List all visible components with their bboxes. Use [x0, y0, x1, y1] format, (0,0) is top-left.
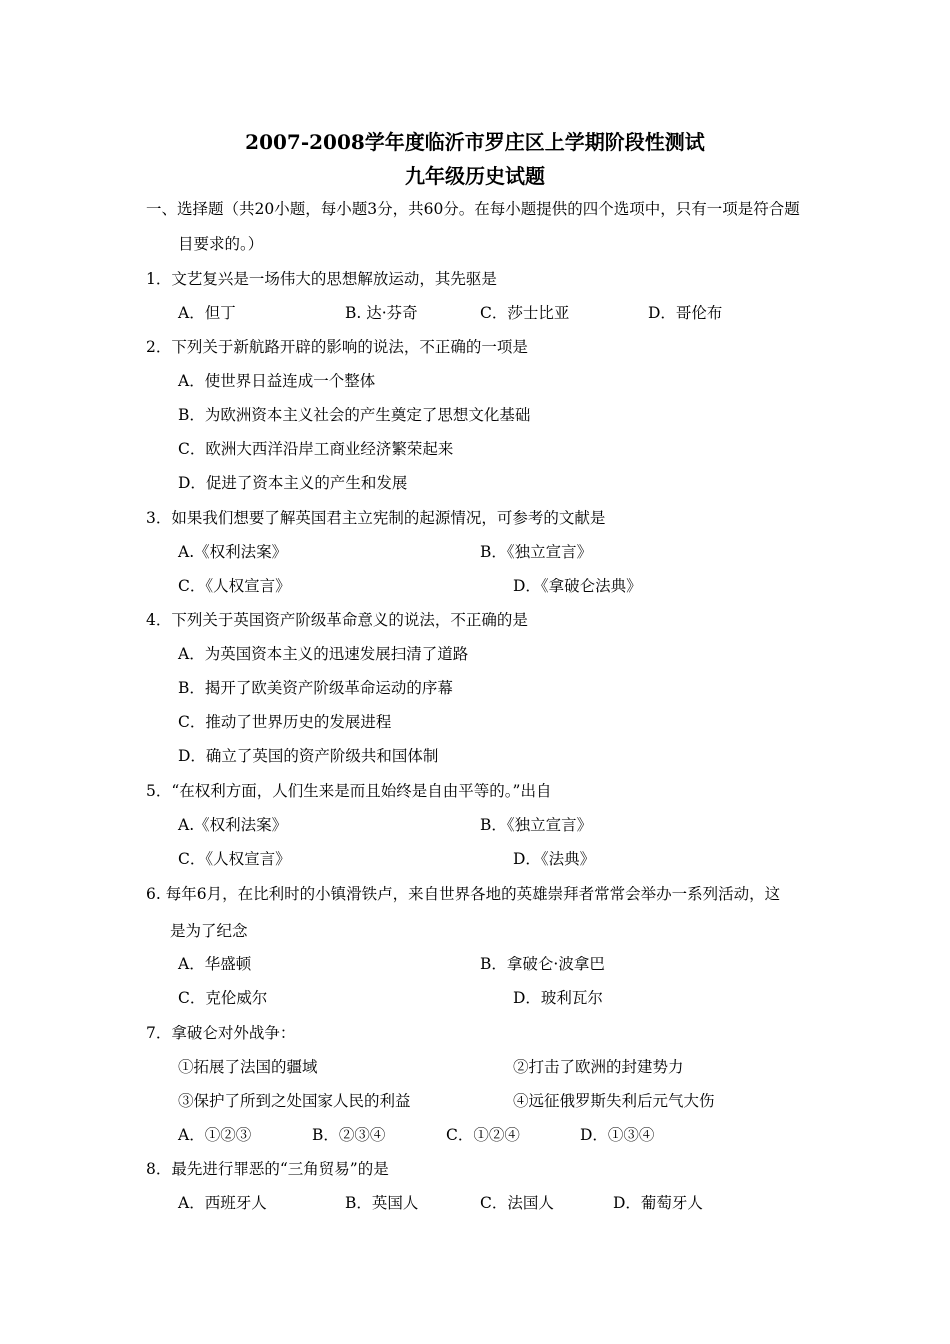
option: B. 达·芬奇: [345, 304, 418, 322]
option: D．《拿破仑法典》: [513, 577, 642, 595]
question-stem: 5．“在权利方面，人们生来是而且始终是自由平等的。”出自: [146, 782, 552, 800]
statement-item: ②打击了欧洲的封建势力: [513, 1058, 684, 1076]
option: A．为英国资本主义的迅速发展扫清了道路: [178, 645, 469, 663]
statement-item: ①拓展了法国的疆域: [178, 1058, 318, 1076]
exam-title: 2007-2008学年度临沂市罗庄区上学期阶段性测试: [245, 130, 705, 154]
option: A．但丁: [178, 304, 236, 322]
statement-item: ④远征俄罗斯失利后元气大伤: [513, 1092, 715, 1110]
option: A.《权利法案》: [178, 816, 288, 834]
option: A.《权利法案》: [178, 543, 288, 561]
option: D．葡萄牙人: [613, 1194, 703, 1212]
question-stem: 1．文艺复兴是一场伟大的思想解放运动，其先驱是: [146, 270, 497, 288]
option: C．推动了世界历史的发展进程: [178, 713, 392, 731]
option: B．②③④: [312, 1126, 386, 1144]
question-stem: 8．最先进行罪恶的“三角贸易”的是: [146, 1160, 389, 1178]
question-stem: 3．如果我们想要了解英国君主立宪制的起源情况，可参考的文献是: [146, 509, 606, 527]
option: D．促进了资本主义的产生和发展: [178, 474, 408, 492]
option: B．英国人: [345, 1194, 419, 1212]
option: D．玻利瓦尔: [513, 989, 603, 1007]
statement-item: ③保护了所到之处国家人民的利益: [178, 1092, 411, 1110]
question-stem: 6. 每年6月，在比利时的小镇滑铁卢，来自世界各地的英雄崇拜者常常会举办一系列活动，这: [146, 885, 781, 903]
option: B．拿破仑·波拿巴: [480, 955, 605, 973]
option: B．《独立宣言》: [480, 543, 593, 561]
option: C．克伦威尔: [178, 989, 268, 1007]
section-instructions-cont: 目要求的。）: [178, 235, 264, 253]
option: A．华盛顿: [178, 955, 252, 973]
option: C．《人权宣言》: [178, 850, 291, 868]
option: A．西班牙人: [178, 1194, 267, 1212]
option: C．莎士比亚: [480, 304, 570, 322]
option: C．《人权宣言》: [178, 577, 291, 595]
option: C．①②④: [446, 1126, 520, 1144]
option: C．法国人: [480, 1194, 554, 1212]
question-stem-cont: 是为了纪念: [170, 922, 248, 940]
question-stem: 4．下列关于英国资产阶级革命意义的说法，不正确的是: [146, 611, 528, 629]
option: B．揭开了欧美资产阶级革命运动的序幕: [178, 679, 453, 697]
option: A．使世界日益连成一个整体: [178, 372, 376, 390]
option: D．哥伦布: [648, 304, 723, 322]
option: B．为欧洲资本主义社会的产生奠定了思想文化基础: [178, 406, 531, 424]
option: D．①③④: [580, 1126, 655, 1144]
section-instructions: 一、选择题（共20小题，每小题3分，共60分。在每小题提供的四个选项中，只有一项是符合题: [146, 200, 800, 218]
option: A．①②③: [178, 1126, 252, 1144]
question-stem: 7．拿破仑对外战争：: [146, 1024, 296, 1042]
question-stem: 2．下列关于新航路开辟的影响的说法，不正确的一项是: [146, 338, 528, 356]
option: D．确立了英国的资产阶级共和国体制: [178, 747, 439, 765]
option: C．欧洲大西洋沿岸工商业经济繁荣起来: [178, 440, 454, 458]
option: B．《独立宣言》: [480, 816, 593, 834]
exam-subtitle: 九年级历史试题: [405, 164, 545, 188]
option: D．《法典》: [513, 850, 596, 868]
